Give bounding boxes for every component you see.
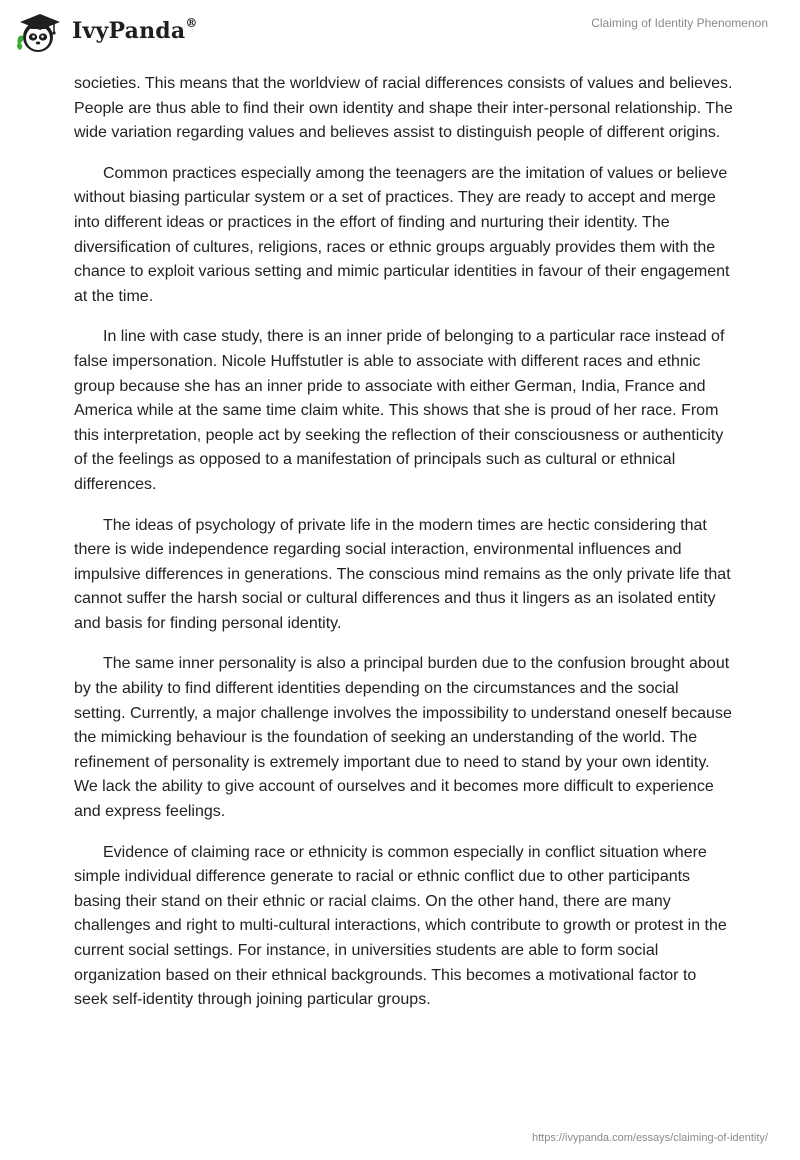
- brand-name-text: IvyPanda: [72, 18, 186, 44]
- document-title: Claiming of Identity Phenomenon: [591, 16, 768, 30]
- registered-mark: ®: [185, 15, 198, 30]
- brand-name: [72, 15, 198, 44]
- page-header: [0, 0, 800, 70]
- paragraph: In line with case study, there is an inner pride of belonging to a particular race instead of false impersonation. Nicole Huffstutler is able to associate with different races and ethnic group because she has an inner pride to associate with either German, India, France and America while at the same time claim white. This shows that she is proud of her race. From this interpretation, people act by seeking the reflection of their consciousness or authenticity of the feelings as opposed to a manifestation of principals such as cultural or ethnical differences.: [74, 328, 725, 493]
- paragraph: Evidence of claiming race or ethnicity is common especially in conflict situation where simple individual difference generate to racial or ethnic conflict due to other participants basing their stand on their ethnic or racial claims. On the other hand, there are many challenges and right to multi-cultural interactions, which contribute to growth or protest in the current social settings. For instance, in universities students are able to form social organization based on their ethnical backgrounds. This becomes a motivational factor to seek self-identity through joining particular groups.: [74, 843, 727, 1009]
- paragraph: The ideas of psychology of private life in the modern times are hectic considering that there is wide independence regarding social interaction, environmental influences and impulsive differences in generations. The conscious mind remains as the only private life that cannot suffer the harsh social or cultural differences and thus it lingers as an isolated entity and basis for finding personal identity.: [74, 516, 731, 632]
- panda-graduation-cap-icon: [14, 10, 66, 54]
- paragraph: societies. This means that the worldview of racial differences consists of values and believes. People are thus able to find their own identity and shape their inter-personal relationship. The wide variation regarding values and believes assist to distinguish people of different origins.: [74, 75, 733, 142]
- ivypanda-logo[interactable]: [14, 10, 198, 54]
- paragraph: The same inner personality is also a principal burden due to the confusion brought about by the ability to find different identities depending on the circumstances and the social setting. Currently, a major challenge involves the impossibility to understand oneself because the mimicking behaviour is the foundation of seeking an understanding of the world. The refinement of personality is extremely important due to need to stand by your own identity. We lack the ability to give account of ourselves and it becomes more difficult to experience and express feelings.: [74, 655, 732, 821]
- paragraph: Common practices especially among the teenagers are the imitation of values or believe without biasing particular system or a set of practices. They are ready to accept and merge into different ideas or practices in the effort of finding and nurturing their identity. The diversification of cultures, religions, races or ethnic groups arguably provides them with the chance to exploit various setting and mimic particular identities in favour of their engagement at the time.: [74, 164, 730, 305]
- source-url[interactable]: https://ivypanda.com/essays/claiming-of-identity/: [532, 1132, 768, 1144]
- essay-body: [74, 72, 734, 1029]
